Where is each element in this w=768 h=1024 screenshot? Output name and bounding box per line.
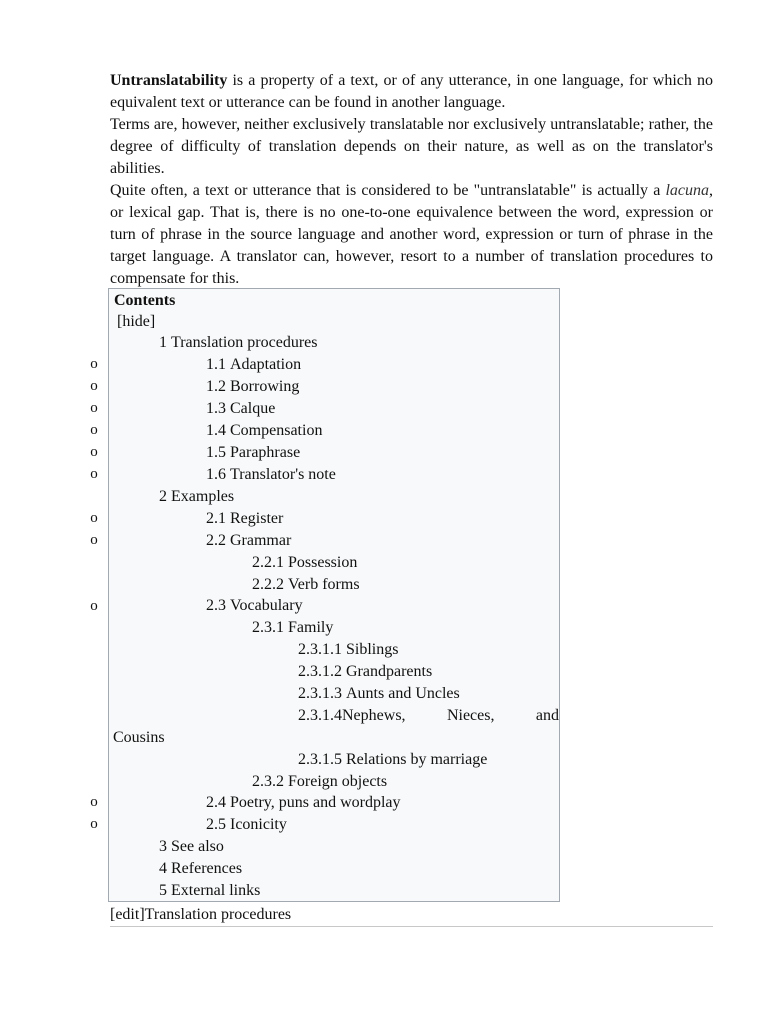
toc-item-2-3[interactable]	[206, 595, 303, 617]
toc-label: Translator's note	[230, 466, 336, 483]
toc-number: 1.5	[206, 444, 226, 461]
toc-label: Calque	[230, 400, 276, 417]
toc-item-2-3-1-4[interactable]	[298, 705, 559, 727]
toc-number: 2.2	[206, 532, 226, 549]
intro-paragraph-1-text: is a property of a text, or of any utterance, in one language, for which no equivalent text or utterance can be found in another language.	[110, 72, 713, 111]
toc-title: Contents	[114, 292, 176, 309]
toc-number: 2.5	[206, 816, 226, 833]
toc-item-2-4[interactable]	[206, 792, 401, 814]
toc-item-5[interactable]	[159, 880, 260, 902]
toc-hide-toggle[interactable]: [hide]	[117, 313, 156, 330]
toc-number: 2.4	[206, 794, 226, 811]
toc-label: Paraphrase	[230, 444, 301, 461]
toc-number: 2.3.2	[252, 773, 284, 790]
toc-number: 2.2.2	[252, 576, 284, 593]
toc-item-1-4[interactable]	[206, 420, 322, 442]
toc-number: 1.1	[206, 356, 226, 373]
toc-item-2-3-2[interactable]	[252, 771, 387, 793]
toc-label: See also	[171, 838, 224, 855]
toc-label: Compensation	[230, 422, 323, 439]
toc-item-2-2-1[interactable]	[252, 552, 357, 574]
term-untranslatability: Untranslatability	[110, 72, 228, 89]
toc-label: External links	[171, 882, 261, 899]
toc-number: 1.4	[206, 422, 226, 439]
toc-number: 1	[159, 334, 167, 351]
toc-number: 2.2.1	[252, 554, 284, 571]
edit-link[interactable]: [edit]	[110, 906, 145, 923]
intro-paragraph-3	[110, 180, 713, 290]
toc-label: Grammar	[230, 532, 292, 549]
toc-label-part	[298, 705, 406, 727]
toc-item-3[interactable]	[159, 836, 224, 858]
toc-item-1-3[interactable]	[206, 398, 275, 420]
toc-number: 3	[159, 838, 167, 855]
list-bullet: o	[90, 598, 98, 614]
toc-item-1[interactable]	[159, 332, 318, 354]
list-bullet: o	[90, 466, 98, 482]
toc-label-word: Nephews,	[342, 707, 406, 724]
toc-number: 2.3.1	[252, 619, 284, 636]
toc-label-word: and	[535, 707, 559, 724]
list-bullet: o	[90, 400, 98, 416]
toc-label: Siblings	[346, 641, 399, 658]
lacuna-link[interactable]: lacuna	[665, 182, 709, 199]
toc-label: References	[171, 860, 243, 877]
list-bullet: o	[90, 794, 98, 810]
toc-number: 2.3.1.2	[298, 663, 342, 680]
toc-label: Possession	[288, 554, 358, 571]
toc-label: Borrowing	[230, 378, 300, 395]
list-bullet: o	[90, 444, 98, 460]
toc-number: 2.3.1.5	[298, 751, 342, 768]
toc-label: Verb forms	[288, 576, 360, 593]
list-bullet: o	[90, 532, 98, 548]
toc-label: Adaptation	[230, 356, 302, 373]
toc-item-2-3-1-3[interactable]	[298, 683, 460, 705]
toc-label: Register	[230, 510, 284, 527]
section-heading	[110, 904, 291, 926]
toc-item-2-3-1-2[interactable]	[298, 661, 432, 683]
intro-paragraph-1	[110, 70, 713, 114]
toc-label-word: Nieces,	[446, 707, 495, 724]
toc-label: Family	[288, 619, 334, 636]
list-bullet: o	[90, 510, 98, 526]
list-bullet: o	[90, 378, 98, 394]
toc-item-1-1[interactable]	[206, 354, 301, 376]
heading-divider	[110, 926, 713, 927]
toc-number: 1.6	[206, 466, 226, 483]
toc-label: Aunts and Uncles	[346, 685, 460, 702]
section-heading-text: Translation procedures	[144, 906, 292, 923]
toc-label: Relations by marriage	[346, 751, 488, 768]
toc-item-2[interactable]	[159, 486, 234, 508]
table-of-contents	[108, 288, 560, 902]
toc-label: Grandparents	[346, 663, 433, 680]
list-bullet: o	[90, 422, 98, 438]
toc-item-2-5[interactable]	[206, 814, 287, 836]
toc-label: Iconicity	[230, 816, 287, 833]
toc-item-2-1[interactable]	[206, 508, 283, 530]
intro-paragraph-3-post: , or lexical gap. That is, there is no one-to-one equivalence between the word, expression or turn of phrase in the source language and another word, expression or turn of phrase in the target language. A translator can, however, resort to a number of translation procedures to compensate for this.	[110, 182, 713, 287]
toc-item-2-3-1-1[interactable]	[298, 639, 398, 661]
toc-label: Foreign objects	[288, 773, 388, 790]
toc-label: Poetry, puns and wordplay	[230, 794, 401, 811]
toc-item-2-3-1[interactable]	[252, 617, 333, 639]
toc-label: Vocabulary	[230, 597, 303, 614]
toc-number: 5	[159, 882, 167, 899]
toc-number: 1.3	[206, 400, 226, 417]
toc-number: 2.3.1.1	[298, 641, 342, 658]
toc-item-1-6[interactable]	[206, 464, 336, 486]
toc-number: 2.1	[206, 510, 226, 527]
toc-item-1-2[interactable]	[206, 376, 299, 398]
toc-number: 2.3	[206, 597, 226, 614]
toc-number: 2.3.1.3	[298, 685, 342, 702]
toc-label: Translation procedures	[171, 334, 318, 351]
toc-label: Examples	[171, 488, 235, 505]
toc-number: 2.3.1.4	[298, 707, 342, 724]
toc-item-2-3-1-5[interactable]	[298, 749, 487, 771]
toc-item-2-2-2[interactable]	[252, 574, 360, 596]
intro-paragraph-3-pre: Quite often, a text or utterance that is considered to be "untranslatable" is actually a	[110, 182, 666, 199]
toc-number: 2	[159, 488, 167, 505]
toc-number: 1.2	[206, 378, 226, 395]
toc-item-2-3-1-4-wrap[interactable]: Cousins	[113, 729, 165, 746]
toc-item-2-2[interactable]	[206, 530, 291, 552]
toc-item-1-5[interactable]	[206, 442, 300, 464]
list-bullet: o	[90, 816, 98, 832]
toc-number: 4	[159, 860, 167, 877]
toc-item-4[interactable]	[159, 858, 242, 880]
list-bullet: o	[90, 356, 98, 372]
intro-paragraph-2: Terms are, however, neither exclusively translatable nor exclusively untranslatable; rather, the degree of difficulty of translation depends on their nature, as well as on the translator's abilities.	[110, 116, 713, 177]
